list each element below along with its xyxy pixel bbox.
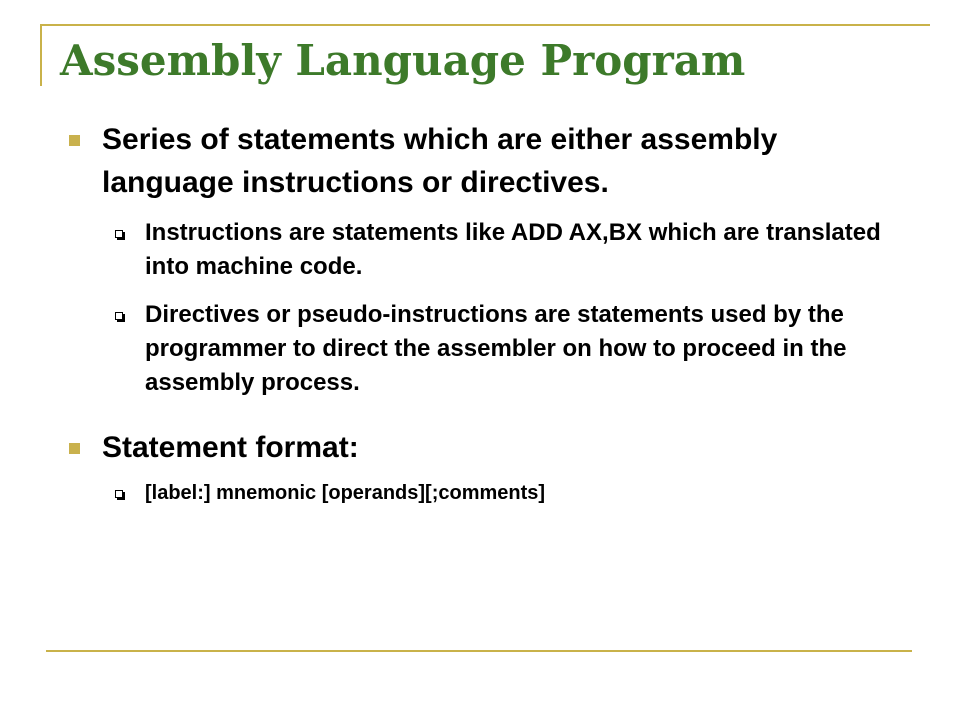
subbullet-1-1 <box>145 216 896 284</box>
left-divider-line <box>40 24 42 86</box>
slide-title: Assembly Language Program <box>60 36 746 85</box>
slide-body <box>66 118 896 507</box>
bullet-2-text: Statement format: <box>102 431 359 464</box>
bottom-divider-line <box>46 650 912 652</box>
bullet-1 <box>66 118 896 204</box>
bullet-2 <box>66 426 896 469</box>
subbullet-2-1-text: [label:] mnemonic [operands][;comments] <box>145 482 546 504</box>
subbullet-1-1-text: Instructions are statements like ADD AX,BX which are translated into machine code. <box>145 219 881 280</box>
subbullet-1-2 <box>145 298 896 400</box>
bullet-1-text: Series of statements which are either assembly language instructions or directives. <box>102 123 778 199</box>
box-bullet-icon <box>115 490 123 498</box>
square-bullet-icon <box>69 443 80 454</box>
box-bullet-icon <box>115 230 123 238</box>
square-bullet-icon <box>69 135 80 146</box>
subbullet-1-2-text: Directives or pseudo-instructions are statements used by the programmer to direct the assembler on how to proceed in the assembly process. <box>145 301 847 396</box>
top-divider-line <box>40 24 930 26</box>
subbullet-2-1 <box>145 479 896 507</box>
box-bullet-icon <box>115 312 123 320</box>
